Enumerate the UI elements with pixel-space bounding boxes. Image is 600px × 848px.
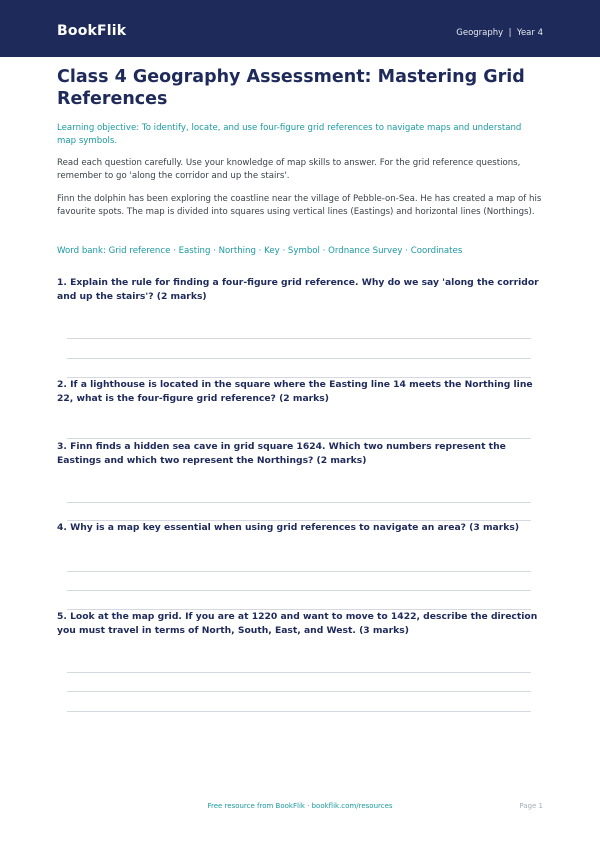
answer-line[interactable] — [67, 691, 531, 692]
answer-line[interactable] — [67, 590, 531, 591]
footer-credit[interactable]: Free resource from BookFlik · bookflik.com/resources — [207, 802, 393, 810]
header-meta — [456, 28, 543, 38]
page-title: Class 4 Geography Assessment: Mastering Grid References — [57, 67, 525, 109]
answer-line[interactable] — [67, 502, 531, 503]
instructions-paragraph: Read each question carefully. Use your knowledge of map skills to answer. For the grid reference questions, remember to go 'along the corridor and up the stairs'. — [57, 158, 521, 181]
word-bank: Word bank: Grid reference · Easting · Northing · Key · Symbol · Ordnance Survey · Coordinates — [57, 246, 463, 256]
question-5: 5. Look at the map grid. If you are at 1220 and want to move to 1422, describe the direction you must travel in terms of North, South, East, and West. (3 marks) — [57, 611, 538, 636]
year-label: Year 4 — [516, 28, 543, 38]
subject-label: Geography — [456, 28, 504, 38]
answer-line[interactable] — [67, 438, 531, 439]
question-2: 2. If a lighthouse is located in the square where the Easting line 14 meets the Northing line 22, what is the four-figure grid reference? (2 marks) — [57, 379, 533, 404]
meta-separator: | — [505, 28, 515, 38]
question-3: 3. Finn finds a hidden sea cave in grid square 1624. Which two numbers represent the Eastings and which two represent the Northings? (2 marks) — [57, 441, 506, 466]
page-number: Page 1 — [519, 802, 543, 810]
answer-line[interactable] — [67, 338, 531, 339]
answer-line[interactable] — [67, 358, 531, 359]
answer-line[interactable] — [67, 711, 531, 712]
answer-line[interactable] — [67, 672, 531, 673]
brand-logo[interactable]: BookFlik — [57, 23, 127, 39]
learning-objective: Learning objective: To identify, locate, and use four-figure grid references to navigate maps and understand map symbols. — [57, 123, 522, 146]
answer-line[interactable] — [67, 571, 531, 572]
story-paragraph: Finn the dolphin has been exploring the coastline near the village of Pebble-on-Sea. He has created a map of his favourite spots. The map is divided into squares using vertical lines (Eastings) and horizontal lines (Northings). — [57, 194, 542, 217]
page-header — [0, 0, 600, 57]
question-4: 4. Why is a map key essential when using grid references to navigate an area? (3 marks) — [57, 522, 520, 533]
question-1: 1. Explain the rule for finding a four-figure grid reference. Why do we say 'along the corridor and up the stairs'? (2 marks) — [57, 277, 539, 302]
